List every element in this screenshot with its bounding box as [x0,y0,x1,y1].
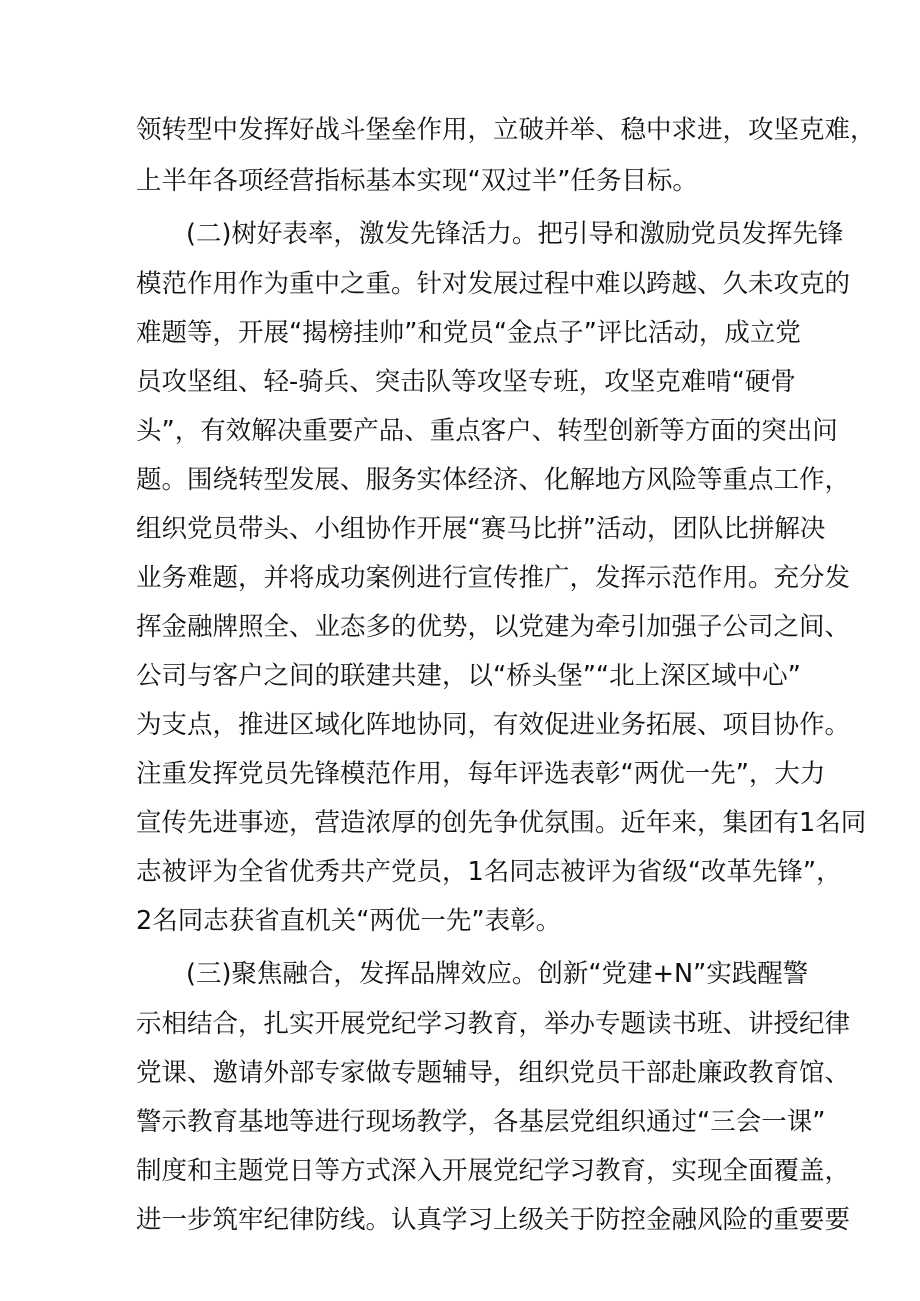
section-heading-line: (二)树好表率，激发先锋活力。把引导和激励党员发挥先锋 [186,219,844,249]
text-line: 领转型中发挥好战斗堡垒作用，立破并举、稳中求进，攻坚克难， [136,115,876,145]
text-line: 组织党员带头、小组协作开展“赛马比拼”活动，团队比拼解决 [136,514,826,544]
text-line: 党课、邀请外部专家做专题辅导，组织党员干部赴廉政教育馆、 [136,1058,851,1088]
text-line: 警示教育基地等进行现场教学，各基层党组织通过“三会一课” [136,1107,826,1137]
text-line: 上半年各项经营指标基本实现“双过半”任务目标。 [136,166,698,196]
section-heading-line: (三)聚焦融合，发挥品牌效应。创新“党建+N”实践醒警 [186,959,809,989]
text-line: 进一步筑牢纪律防线。认真学习上级关于防控金融风险的重要要 [136,1205,851,1235]
text-line: 头”，有效解决重要产品、重点客户、转型创新等方面的突出问 [136,416,838,446]
text-line: 宣传先进事迹，营造浓厚的创先争优氛围。近年来，集团有1名同 [136,808,867,838]
text-line: 业务难题，并将成功案例进行宣传推广，发挥示范作用。充分发 [136,563,851,593]
text-line: 题。围绕转型发展、服务实体经济、化解地方风险等重点工作， [136,465,851,495]
text-line: 注重发挥党员先锋模范作用，每年评选表彰“两优一先”，大力 [136,759,826,789]
text-line: 员攻坚组、轻-骑兵、突击队等攻坚专班，攻坚克难啃“硬骨 [136,367,796,397]
text-line: 2名同志获省直机关“两优一先”表彰。 [136,906,562,936]
text-line: 难题等，开展“揭榜挂帅”和党员“金点子”评比活动，成立党 [136,318,801,348]
text-line: 挥金融牌照全、业态多的优势，以党建为牵引加强子公司之间、 [136,612,851,642]
text-line: 志被评为全省优秀共产党员，1名同志被评为省级“改革先锋”， [136,857,842,887]
text-line: 制度和主题党日等方式深入开展党纪学习教育，实现全面覆盖， [136,1156,851,1186]
text-line: 为支点，推进区域化阵地协同，有效促进业务拓展、项目协作。 [136,710,851,740]
text-line: 模范作用作为重中之重。针对发展过程中难以跨越、久未攻克的 [136,269,851,299]
text-line: 公司与客户之间的联建共建，以“桥头堡”“北上深区域中心” [136,661,801,691]
text-line: 示相结合，扎实开展党纪学习教育，举办专题读书班、讲授纪律 [136,1009,851,1039]
